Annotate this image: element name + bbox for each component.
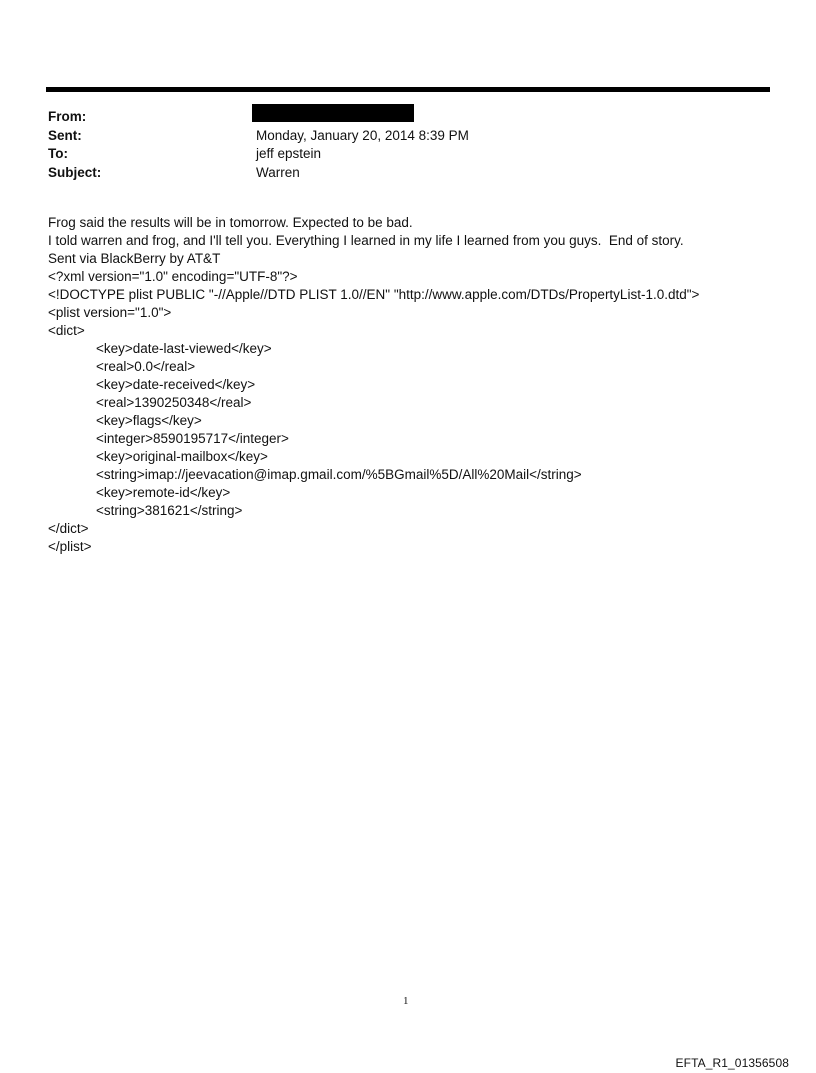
email-body xyxy=(48,214,788,556)
body-line: <key>original-mailbox</key> xyxy=(96,449,268,464)
bates-number: EFTA_R1_01356508 xyxy=(675,1056,789,1070)
body-line: </plist> xyxy=(48,539,92,554)
body-line: <real>1390250348</real> xyxy=(96,395,252,410)
body-line: <integer>8590195717</integer> xyxy=(96,431,289,446)
sent-row xyxy=(48,127,748,146)
body-line: <real>0.0</real> xyxy=(96,359,196,374)
redaction-box xyxy=(252,104,414,122)
sent-label: Sent: xyxy=(48,127,82,143)
body-line: <dict> xyxy=(48,323,85,338)
body-line: I told warren and frog, and I'll tell you. Everything I learned in my life I learned from you guys. End of story. xyxy=(48,233,684,248)
email-header xyxy=(48,108,748,182)
body-line: <?xml version="1.0" encoding="UTF-8"?> xyxy=(48,269,298,284)
body-line: <key>flags</key> xyxy=(96,413,202,428)
body-line: </dict> xyxy=(48,521,89,536)
page-number: 1 xyxy=(403,995,409,1007)
body-line: <key>remote-id</key> xyxy=(96,485,231,500)
subject-row xyxy=(48,164,748,183)
from-label: From: xyxy=(48,109,87,124)
body-line: <string>imap://jeevacation@imap.gmail.com/%5BGmail%5D/All%20Mail</string> xyxy=(96,467,582,482)
body-line: Frog said the results will be in tomorrow. Expected to be bad. xyxy=(48,215,413,230)
subject-label: Subject: xyxy=(48,164,102,180)
body-line: <key>date-received</key> xyxy=(96,377,256,392)
body-line: <key>date-last-viewed</key> xyxy=(96,341,272,356)
header-divider xyxy=(46,87,770,92)
body-line: Sent via BlackBerry by AT&T xyxy=(48,251,221,266)
from-row xyxy=(48,108,748,127)
body-line: <string>381621</string> xyxy=(96,503,243,518)
sent-value: Monday, January 20, 2014 8:39 PM xyxy=(256,127,469,143)
body-line: <plist version="1.0"> xyxy=(48,305,172,320)
to-row xyxy=(48,145,748,164)
subject-value: Warren xyxy=(256,164,300,180)
to-label: To: xyxy=(48,146,68,161)
to-value: jeff epstein xyxy=(256,146,322,161)
body-line: <!DOCTYPE plist PUBLIC "-//Apple//DTD PLIST 1.0//EN" "http://www.apple.com/DTDs/PropertyList-1.0.dtd"> xyxy=(48,287,700,302)
